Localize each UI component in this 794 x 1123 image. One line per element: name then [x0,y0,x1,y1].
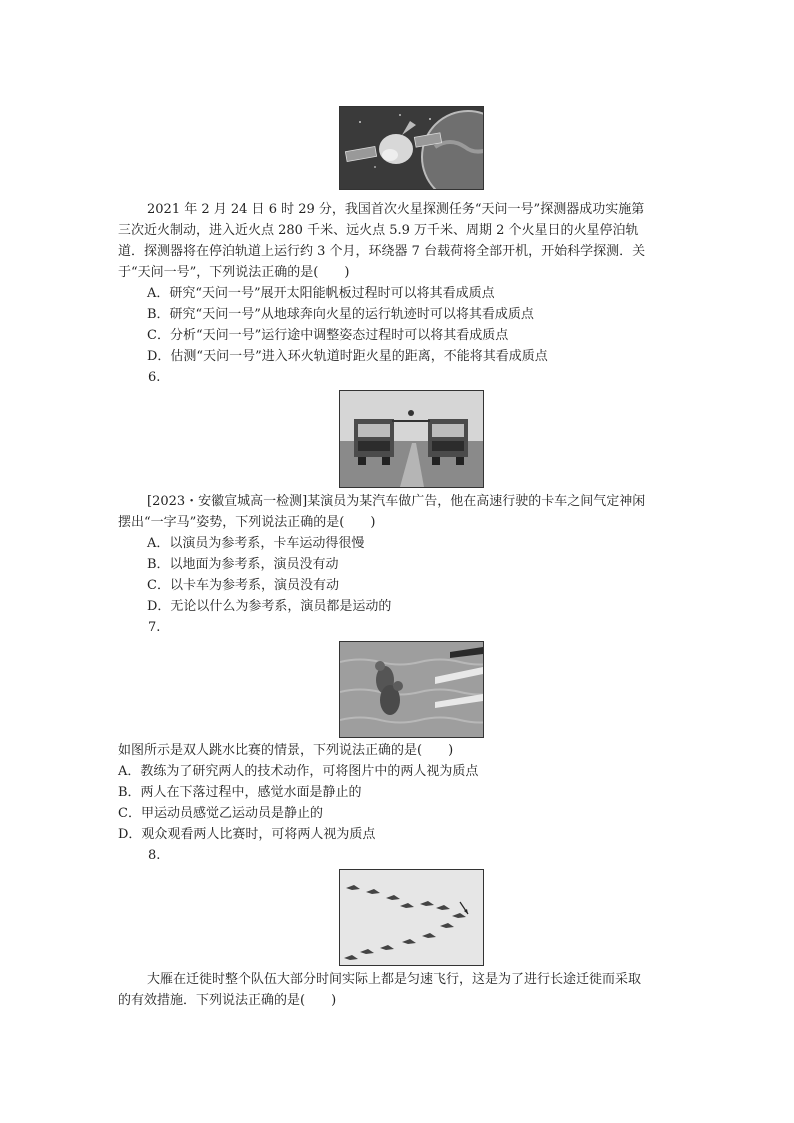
figure-geese [339,869,484,966]
q7-option-c: C．甲运动员感觉乙运动员是静止的 [118,806,323,821]
q5-stem-line-1: 2021 年 2 月 24 日 6 时 29 分，我国首次火星探测任务“天问一号”探测器成功实施第 [147,202,645,217]
q7-number: 7. [148,620,161,635]
q5-option-d: D．估测“天问一号”进入环火轨道时距火星的距离，不能将其看成质点 [147,349,548,364]
q6-option-c: C．以卡车为参考系，演员没有动 [147,578,339,593]
q6-option-d: D．无论以什么为参考系，演员都是运动的 [147,599,392,614]
q6-option-a: A．以演员为参考系，卡车运动得很慢 [147,536,365,551]
q5-option-c: C．分析“天问一号”运行途中调整姿态过程时可以将其看成质点 [147,328,509,343]
q7-option-a: A．教练为了研究两人的技术动作，可将图片中的两人视为质点 [118,764,479,779]
q5-stem-line-4: 于“天问一号”，下列说法正确的是( ) [118,265,350,280]
q8-number: 8. [148,848,161,863]
q6-option-b: B．以地面为参考系，演员没有动 [147,557,339,572]
q6-number: 6. [148,370,161,385]
q5-option-b: B．研究“天问一号”从地球奔向火星的运行轨迹时可以将其看成质点 [147,307,534,322]
q8-stem-line-2: 的有效措施．下列说法正确的是( ) [118,993,337,1008]
q5-stem-line-3: 道．探测器将在停泊轨道上运行约 3 个月，环绕器 7 台载荷将全部开机，开始科学探测．关 [118,244,646,259]
q6-stem-line-2: 摆出“一字马”姿势，下列说法正确的是( ) [118,515,376,530]
q7-option-b: B．两人在下落过程中，感觉水面是静止的 [118,785,362,800]
figure-trucks [339,390,484,488]
q5-option-a: A．研究“天问一号”展开太阳能帆板过程时可以将其看成质点 [147,286,495,301]
figure-mars-probe [339,106,484,190]
q7-stem-line-1: 如图所示是双人跳水比赛的情景，下列说法正确的是( ) [118,743,454,758]
q8-stem-line-1: 大雁在迁徙时整个队伍大部分时间实际上都是匀速飞行，这是为了进行长途迁徙而采取 [147,972,642,987]
q7-option-d: D．观众观看两人比赛时，可将两人视为质点 [118,827,376,842]
figure-divers [339,641,484,738]
q6-stem-line-1: [2023・安徽宣城高一检测]某演员为某汽车做广告，他在高速行驶的卡车之间气定神闲 [147,494,646,509]
q5-stem-line-2: 三次近火制动，进入近火点 280 千米、远火点 5.9 万千米、周期 2 个火星日的火星停泊轨 [118,223,639,238]
